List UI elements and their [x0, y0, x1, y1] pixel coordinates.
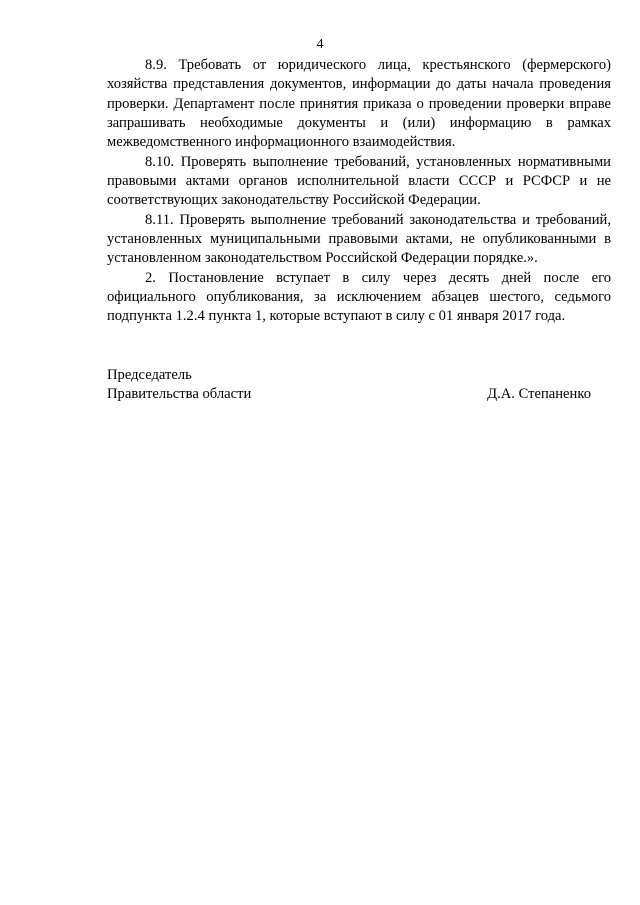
- signature-block: [107, 366, 591, 405]
- signatory-title-line1: Председатель: [107, 367, 192, 383]
- page-number: 4: [316, 37, 324, 52]
- document-body: [107, 56, 611, 327]
- paragraph-8-11: 8.11. Проверять выполнение требований законодательства и требований, установленных муниципальными правовыми актами, не опубликованными в установленном законодательством Российской Федерации порядке.».: [107, 211, 611, 267]
- paragraph-2: 2. Постановление вступает в силу через десять дней после его официального опубликования, за исключением абзацев шестого, седьмого подпункта 1.2.4 пункта 1, которые вступают в силу с 01 января 2017 года.: [107, 269, 611, 325]
- signature-row: [107, 385, 591, 404]
- paragraph-8-9: 8.9. Требовать от юридического лица, крестьянского (фермерского) хозяйства представления документов, информации до даты начала проведения проверки. Департамент после принятия приказа о проведении проверки вправе запрашивать необходимые документы и (или) информацию в рамках межведомственного информационного взаимодействия.: [107, 57, 611, 151]
- signatory-title-line2: Правительства области: [107, 386, 252, 403]
- signatory-name: Д.А. Степаненко: [487, 386, 591, 403]
- paragraph-8-10: 8.10. Проверять выполнение требований, установленных нормативными правовыми актами органов исполнительной власти СССР и РСФСР и не соответствующих законодательству Российской Федерации.: [107, 153, 611, 209]
